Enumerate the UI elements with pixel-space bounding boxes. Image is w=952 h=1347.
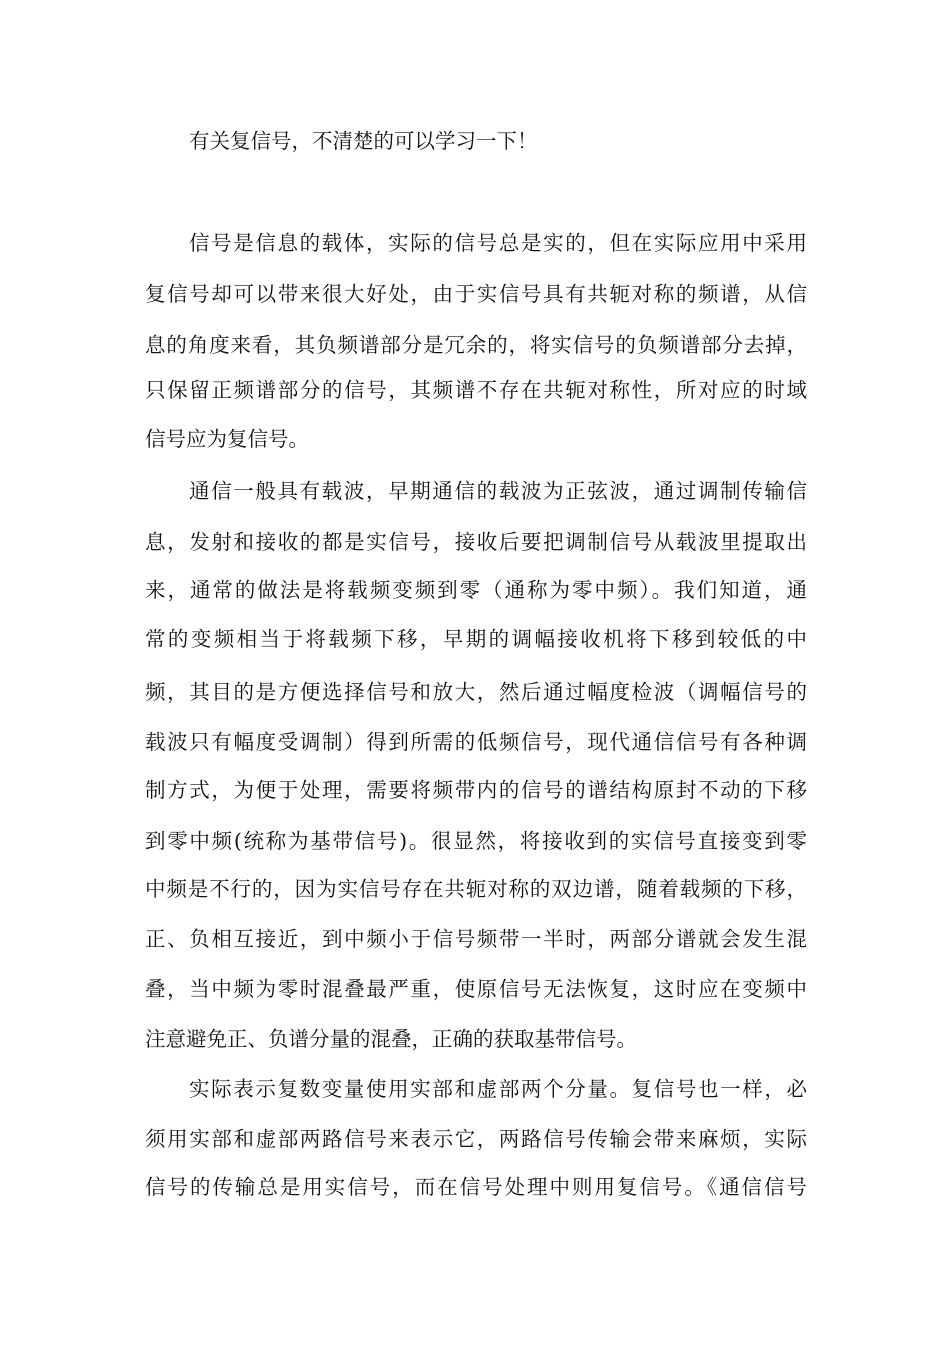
paragraph-3-line-1: 实际表示复数变量使用实部和虚部两个分量。复信号也一样，必 — [189, 1077, 807, 1101]
paragraph-2-line-2: 息，发射和接收的都是实信号，接收后要把调制信号从载波里提取出 — [145, 530, 807, 554]
paragraph-1-line-3: 息的角度来看，其负频谱部分是冗余的，将实信号的负频谱部分去掉， — [145, 333, 807, 357]
paragraph-1-line-5: 信号应为复信号。 — [145, 427, 309, 451]
paragraph-3-line-3: 信号的传输总是用实信号，而在信号处理中则用复信号。《通信信号 — [145, 1175, 807, 1199]
paragraph-2-line-7: 制方式，为便于处理，需要将频带内的信号的谱结构原封不动的下移 — [145, 778, 807, 802]
paragraph-2-line-5: 频，其目的是方便选择信号和放大，然后通过幅度检波（调幅信号的 — [145, 680, 807, 704]
paragraph-2-line-4: 常的变频相当于将载频下移，早期的调幅接收机将下移到较低的中 — [145, 627, 807, 651]
paragraph-2-line-1: 通信一般具有载波，早期通信的载波为正弦波，通过调制传输信 — [189, 479, 807, 503]
paragraph-2-line-6: 载波只有幅度受调制）得到所需的低频信号，现代通信信号有各种调 — [145, 730, 807, 754]
paragraph-1-line-1: 信号是信息的载体，实际的信号总是实的，但在实际应用中采用 — [189, 231, 807, 255]
paragraph-2-line-10: 正、负相互接近，到中频小于信号频带一半时，两部分谱就会发生混 — [145, 927, 807, 951]
paragraph-2-line-11: 叠，当中频为零时混叠最严重，使原信号无法恢复，这时应在变频中 — [145, 977, 807, 1001]
paragraph-3-line-2: 须用实部和虚部两路信号来表示它，两路信号传输会带来麻烦，实际 — [145, 1127, 807, 1151]
intro-line: 有关复信号，不清楚的可以学习一下！ — [189, 129, 538, 153]
paragraph-2-line-3: 来，通常的做法是将载频变频到零（通称为零中频）。我们知道，通 — [145, 578, 807, 602]
paragraph-2-line-12: 注意避免正、负谱分量的混叠，正确的获取基带信号。 — [145, 1027, 637, 1051]
paragraph-1-line-4: 只保留正频谱部分的信号，其频谱不存在共轭对称性，所对应的时域 — [145, 378, 807, 402]
paragraph-2-line-9: 中频是不行的，因为实信号存在共轭对称的双边谱，随着载频的下移， — [145, 877, 807, 901]
paragraph-1-line-2: 复信号却可以带来很大好处，由于实信号具有共轭对称的频谱，从信 — [145, 282, 807, 306]
paragraph-2-line-8: 到零中频(统称为基带信号)。很显然，将接收到的实信号直接变到零 — [145, 829, 807, 853]
